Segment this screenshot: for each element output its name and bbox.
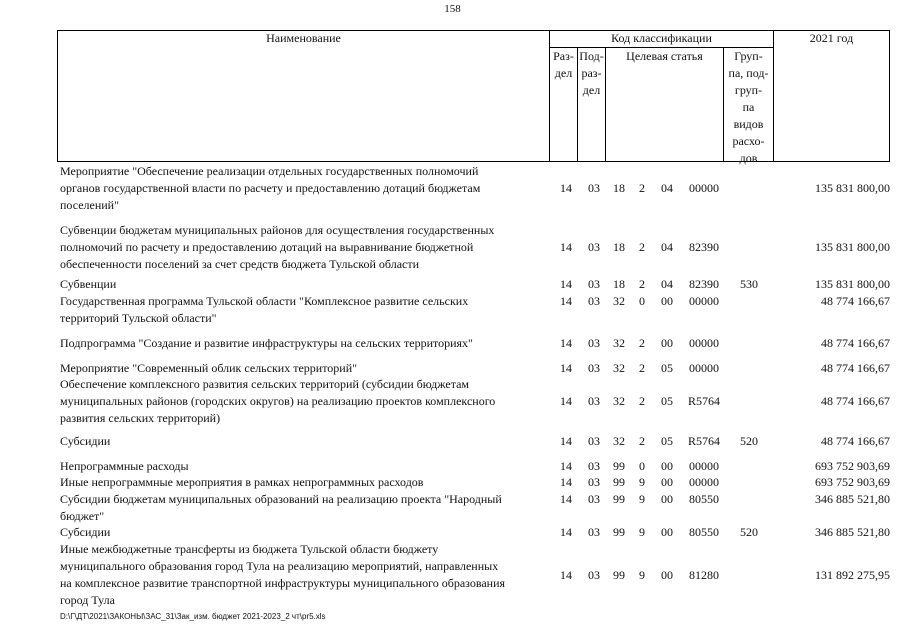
header-left-border — [57, 30, 58, 162]
cell-podrazdel: 03 — [588, 181, 600, 195]
cell-target-program: 99 — [613, 525, 625, 539]
header-gruppa-line: па, под- — [728, 66, 769, 80]
cell-razdel: 14 — [560, 525, 572, 539]
cell-name-line: Мероприятие "Обеспечение реализации отдельных государственных полномочий — [60, 164, 479, 178]
header-year: 2021 год — [809, 31, 854, 45]
cell-podrazdel: 03 — [588, 277, 600, 291]
cell-target-direction: 82390 — [689, 277, 719, 291]
header-name: Наименование — [266, 31, 341, 45]
cell-razdel: 14 — [560, 434, 572, 448]
header-razdel — [550, 48, 577, 82]
cell-amount: 48 774 166,67 — [821, 336, 890, 350]
cell-name-line: муниципального образования город Тула на реализацию мероприятий, направленных — [60, 559, 499, 573]
cell-razdel: 14 — [560, 294, 572, 308]
cell-name — [60, 335, 545, 352]
cell-target-program: 32 — [613, 394, 625, 408]
cell-target-program: 99 — [613, 567, 625, 582]
cell-name-line: город Тула — [60, 593, 115, 607]
cell-expense-type: 520 — [740, 525, 758, 539]
cell-target-program: 99 — [613, 475, 625, 489]
page-number: 158 — [444, 3, 461, 15]
cell-amount: 135 831 800,00 — [815, 277, 890, 291]
cell-name — [60, 376, 545, 427]
header-gruppa-line: дов — [739, 151, 758, 165]
cell-target-program: 32 — [613, 434, 625, 448]
cell-name-line: Субвенции бюджетам муниципальных районов для осуществления государственных — [60, 223, 495, 237]
header-code-divider-right — [773, 30, 774, 162]
cell-target-event: 00 — [661, 336, 673, 350]
cell-target-event: 00 — [661, 567, 673, 582]
header-podrazdel-line: раз- — [581, 66, 602, 80]
cell-amount: 346 885 521,80 — [815, 525, 890, 539]
cell-amount: 48 774 166,67 — [821, 394, 890, 408]
cell-target-event: 04 — [661, 181, 673, 195]
cell-target-event: 04 — [661, 277, 673, 291]
cell-target-program: 32 — [613, 361, 625, 375]
cell-name-line: Непрограммные расходы — [60, 459, 189, 473]
cell-name-line: Субвенции — [60, 277, 117, 291]
cell-podrazdel: 03 — [588, 492, 600, 506]
cell-amount: 48 774 166,67 — [821, 434, 890, 448]
cell-amount: 135 831 800,00 — [815, 181, 890, 195]
cell-name — [60, 360, 545, 377]
cell-target-program: 18 — [613, 240, 625, 254]
cell-target-program: 32 — [613, 336, 625, 350]
cell-target-subprogram: 9 — [639, 525, 645, 539]
cell-target-program: 99 — [613, 459, 625, 473]
cell-target-direction: 82390 — [689, 240, 719, 254]
cell-name-line: Субсидии — [60, 434, 111, 448]
cell-amount: 693 752 903,69 — [815, 475, 890, 489]
cell-target-direction: 00000 — [689, 336, 719, 350]
cell-razdel: 14 — [560, 277, 572, 291]
cell-target-subprogram: 2 — [639, 394, 645, 408]
cell-amount: 131 892 275,95 — [815, 567, 890, 582]
cell-name-line: Субсидии бюджетам муниципальных образований на реализацию проекта "Народный — [60, 492, 502, 506]
cell-amount: 693 752 903,69 — [815, 459, 890, 473]
cell-razdel: 14 — [560, 240, 572, 254]
cell-podrazdel: 03 — [588, 434, 600, 448]
cell-target-direction: 00000 — [689, 459, 719, 473]
header-gruppa-line: груп- — [734, 83, 763, 97]
cell-target-subprogram: 2 — [639, 361, 645, 375]
header-right-border — [889, 30, 890, 162]
cell-podrazdel: 03 — [588, 361, 600, 375]
cell-name — [60, 474, 545, 491]
footer-filepath: D:\Г\ДТ\2021\ЗАКОНЫ\ЗАС_31\Зак_изм. бюджет 2021-2023_2 чт\pr5.xls — [60, 612, 326, 621]
cell-razdel: 14 — [560, 475, 572, 489]
cell-amount: 48 774 166,67 — [821, 294, 890, 308]
cell-name — [60, 293, 545, 327]
header-podrazdel-line: Под- — [579, 49, 604, 63]
cell-podrazdel: 03 — [588, 240, 600, 254]
cell-target-subprogram: 0 — [639, 459, 645, 473]
cell-target-direction: 00000 — [689, 361, 719, 375]
cell-target-subprogram: 9 — [639, 567, 645, 582]
cell-target-event: 05 — [661, 434, 673, 448]
cell-name-line: территорий Тульской области" — [60, 311, 217, 325]
cell-target-event: 04 — [661, 240, 673, 254]
cell-name-line: обеспеченности поселений за счет средств бюджета Тульской области — [60, 257, 420, 271]
cell-target-event: 05 — [661, 394, 673, 408]
cell-amount: 48 774 166,67 — [821, 361, 890, 375]
cell-name — [60, 458, 545, 475]
cell-target-program: 18 — [613, 277, 625, 291]
cell-amount: 135 831 800,00 — [815, 240, 890, 254]
cell-name-line: Иные межбюджетные трансферты из бюджета Тульской области бюджету — [60, 542, 439, 556]
cell-target-program: 32 — [613, 294, 625, 308]
cell-target-subprogram: 9 — [639, 492, 645, 506]
cell-podrazdel: 03 — [588, 525, 600, 539]
cell-target-direction: 81280 — [689, 567, 719, 582]
cell-podrazdel: 03 — [588, 336, 600, 350]
cell-razdel: 14 — [560, 394, 572, 408]
cell-razdel: 14 — [560, 336, 572, 350]
cell-expense-type: 520 — [740, 434, 758, 448]
cell-name-line: полномочий по расчету и предоставлению дотаций на выравнивание бюджетной — [60, 240, 474, 254]
cell-name — [60, 541, 545, 609]
cell-amount: 346 885 521,80 — [815, 492, 890, 506]
cell-name — [60, 276, 545, 293]
cell-razdel: 14 — [560, 181, 572, 195]
cell-razdel: 14 — [560, 459, 572, 473]
cell-target-direction: 80550 — [689, 492, 719, 506]
cell-target-subprogram: 2 — [639, 434, 645, 448]
cell-target-event: 00 — [661, 475, 673, 489]
header-razdel-line: Раз- — [553, 49, 574, 63]
header-gruppa-line: Груп- — [734, 49, 763, 63]
cell-target-subprogram: 2 — [639, 336, 645, 350]
cell-name-line: муниципальных районов (городских округов) на реализацию проектов комплексного — [60, 394, 496, 408]
cell-target-event: 00 — [661, 492, 673, 506]
header-celevaya: Целевая статья — [626, 49, 703, 63]
cell-name — [60, 222, 545, 273]
cell-name-line: Подпрограмма "Создание и развитие инфраструктуры на сельских территориях" — [60, 336, 473, 350]
cell-name-line: поселений" — [60, 198, 119, 212]
cell-razdel: 14 — [560, 567, 572, 582]
cell-name-line: на комплексное развитие транспортной инфраструктуры муниципального образования — [60, 576, 506, 590]
header-podrazdel — [578, 48, 605, 99]
cell-name-line: Мероприятие "Современный облик сельских территорий" — [60, 361, 358, 375]
cell-target-direction: 00000 — [689, 475, 719, 489]
cell-name-line: развития сельских территорий) — [60, 411, 221, 425]
cell-podrazdel: 03 — [588, 394, 600, 408]
cell-name-line: Государственная программа Тульской области "Комплексное развитие сельских — [60, 294, 469, 308]
cell-name-line: Иные непрограммные мероприятия в рамках непрограммных расходов — [60, 475, 424, 489]
cell-target-program: 18 — [613, 181, 625, 195]
cell-target-direction: 00000 — [689, 294, 719, 308]
cell-name — [60, 163, 545, 214]
cell-target-event: 05 — [661, 361, 673, 375]
header-gruppa — [724, 48, 773, 167]
cell-podrazdel: 03 — [588, 459, 600, 473]
cell-target-subprogram: 2 — [639, 240, 645, 254]
cell-target-subprogram: 9 — [639, 475, 645, 489]
cell-target-subprogram: 2 — [639, 181, 645, 195]
cell-name-line: органов государственной власти по расчету и предоставлению дотаций бюджетам — [60, 181, 481, 195]
cell-name — [60, 524, 545, 541]
cell-target-event: 00 — [661, 525, 673, 539]
cell-target-subprogram: 2 — [639, 277, 645, 291]
header-gruppa-line: видов — [733, 117, 764, 131]
cell-razdel: 14 — [560, 361, 572, 375]
cell-name-line: Обеспечение комплексного развития сельских территорий (субсидии бюджетам — [60, 377, 470, 391]
header-podrazdel-line: дел — [582, 83, 601, 97]
header-gruppa-line: па — [742, 100, 755, 114]
cell-target-subprogram: 0 — [639, 294, 645, 308]
cell-target-event: 00 — [661, 294, 673, 308]
cell-target-direction: 80550 — [689, 525, 719, 539]
cell-name-line: бюджет" — [60, 509, 105, 523]
cell-target-direction: 00000 — [689, 181, 719, 195]
cell-name — [60, 433, 545, 450]
cell-razdel: 14 — [560, 492, 572, 506]
cell-target-direction: R5764 — [687, 434, 720, 448]
cell-podrazdel: 03 — [588, 294, 600, 308]
cell-podrazdel: 03 — [588, 475, 600, 489]
cell-target-program: 99 — [613, 492, 625, 506]
header-gruppa-line: расхо- — [732, 134, 765, 148]
cell-expense-type: 530 — [740, 277, 758, 291]
cell-podrazdel: 03 — [588, 567, 600, 582]
header-code: Код классификации — [611, 31, 712, 45]
cell-name — [60, 491, 545, 525]
cell-target-direction: R5764 — [687, 394, 720, 408]
header-razdel-line: дел — [554, 66, 573, 80]
cell-target-event: 00 — [661, 459, 673, 473]
cell-name-line: Субсидии — [60, 525, 111, 539]
